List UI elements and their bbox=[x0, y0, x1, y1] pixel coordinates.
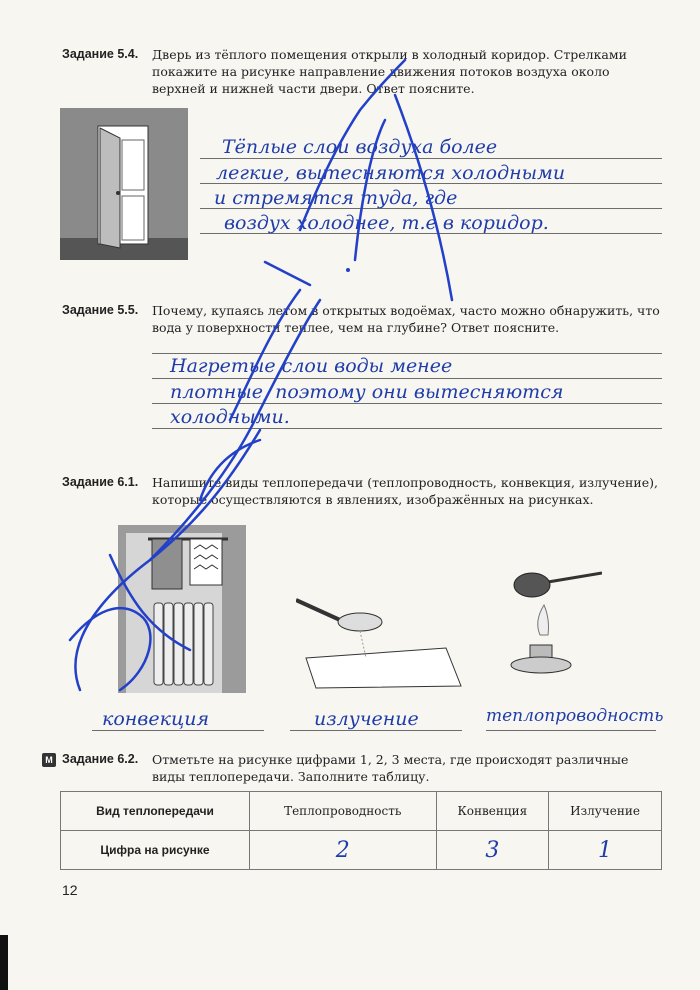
task-5-4-answer-line-4: воздух холоднее, т.е в коридор. bbox=[224, 212, 549, 234]
task-6-1-answer-3: теплопроводность bbox=[486, 706, 664, 726]
task-6-2-question: Отметьте на рисунке цифрами 1, 2, 3 места, где происходят различные виды теплопередачи. Заполните таблицу. bbox=[152, 752, 629, 784]
table-cell-answer: 1 bbox=[549, 831, 662, 870]
magnifier-paper-illustration bbox=[296, 598, 466, 690]
table-cell: Вид теплопередачи bbox=[61, 792, 250, 831]
task-5-5-answer-line-1: Нагретые слои воды менее bbox=[170, 355, 453, 377]
scan-edge bbox=[0, 935, 8, 990]
coin-burner-illustration bbox=[502, 565, 602, 675]
table-header-row bbox=[61, 792, 662, 831]
task-5-5-question: Почему, купаясь летом в открытых водоёмах, часто можно обнаружить, что вода у поверхности теплее, чем на глубине? Ответ поясните. bbox=[152, 303, 660, 335]
task-5-5-label: Задание 5.5. bbox=[62, 303, 139, 317]
table-cell-answer: 3 bbox=[436, 831, 549, 870]
task-5-4-answer-line-1: Тёплые слои воздуха более bbox=[222, 136, 498, 158]
heat-transfer-table bbox=[60, 791, 662, 870]
radiator-illustration bbox=[118, 525, 246, 693]
task-6-2-label: Задание 6.2. bbox=[62, 752, 139, 766]
task-5-4-label: Задание 5.4. bbox=[62, 47, 139, 61]
table-cell: Цифра на рисунке bbox=[61, 831, 250, 870]
table-cell-answer: 2 bbox=[250, 831, 437, 870]
page-number: 12 bbox=[62, 882, 78, 898]
task-6-1-question: Напишите виды теплопередачи (теплопроводность, конвекция, излучение), которые осуществляются в явлениях, изображённых на рисунках. bbox=[152, 475, 658, 507]
task-5-5-answer-line-2: плотные, поэтому они вытесняются bbox=[170, 381, 564, 403]
task-6-1-answer-1: конвекция bbox=[102, 708, 210, 730]
task-5-4-answer-line-3: и стремятся туда, где bbox=[214, 187, 458, 209]
task-5-5-answer-line-3: холодными. bbox=[170, 406, 290, 428]
door-illustration bbox=[60, 108, 188, 260]
task-6-1-label: Задание 6.1. bbox=[62, 475, 139, 489]
table-cell: Конвенция bbox=[436, 792, 549, 831]
table-cell: Теплопроводность bbox=[250, 792, 437, 831]
task-5-4-answer-line-2: легкие, вытесняются холодными bbox=[216, 162, 566, 184]
level-badge: М bbox=[42, 753, 56, 767]
table-row bbox=[61, 831, 662, 870]
task-5-4-question: Дверь из тёплого помещения открыли в холодный коридор. Стрелками покажите на рисунке направление движения потоков воздуха около верхней и нижней части двери. Ответ поясните. bbox=[152, 47, 627, 96]
task-6-1-answer-2: излучение bbox=[314, 708, 419, 730]
table-cell: Излучение bbox=[549, 792, 662, 831]
